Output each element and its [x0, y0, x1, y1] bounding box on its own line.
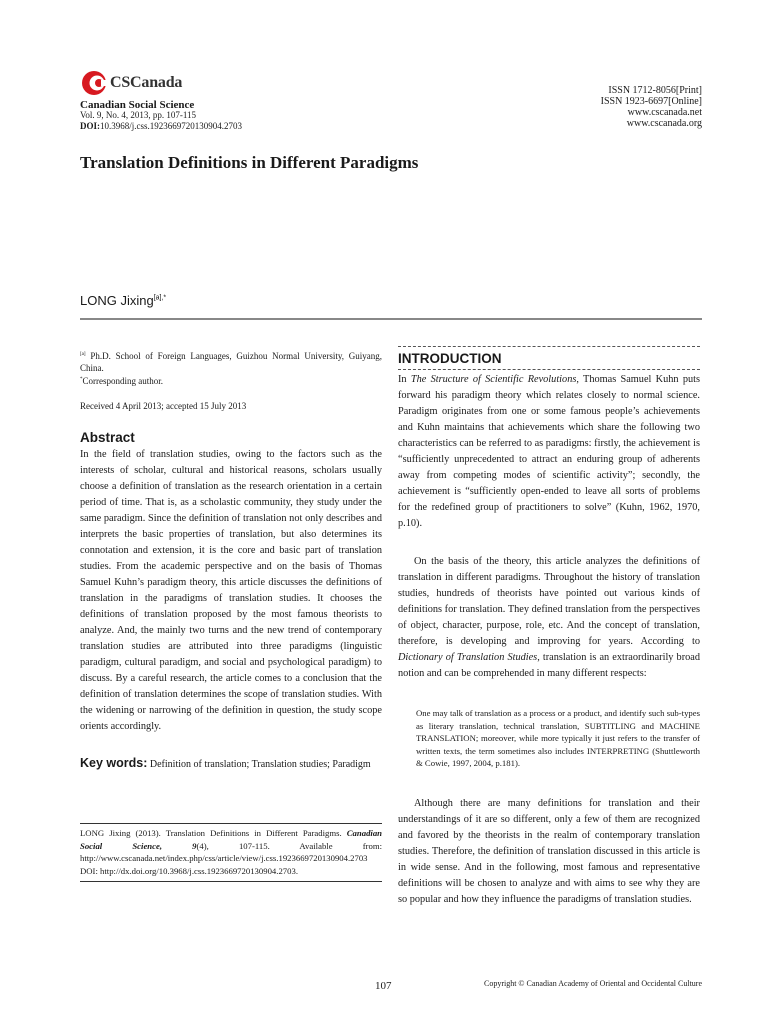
citation-pages-url[interactable]: (4), 107-115. Available from: http://www.cscanada.net/index.php/css/article/view/j.css.1923669720130904.2703	[80, 840, 382, 863]
citation-journal: Canadian Social Science, 9	[80, 828, 382, 851]
issn-block	[601, 85, 702, 129]
author-line	[80, 293, 166, 308]
intro-paragraph-3: Although there are many definitions for translation and their understandings of it are so different, only a few of them are recognized and favored by the theorists in the realm of contemporary translation studies. Therefore, the definition of translation discussed in this article is in wide sense. And in the following, most famous and representative definitions will be chosen to analyze and with aims to see why they are so popular and how they influence the paradigms of translation studies.	[398, 798, 700, 905]
copyright-line: Copyright © Canadian Academy of Oriental and Occidental Culture	[483, 979, 702, 988]
header-divider	[80, 318, 702, 320]
site-link-net[interactable]: www.cscanada.net	[627, 107, 702, 118]
corresponding-mark: *	[80, 377, 83, 382]
intro-rule-top	[398, 346, 700, 347]
intro-rule-bottom	[398, 369, 700, 370]
publisher-logo	[80, 68, 300, 100]
article-title: Translation Definitions in Different Paradigms	[80, 153, 419, 172]
page-number: 107	[375, 980, 392, 992]
citation-bottom-rule	[80, 881, 382, 882]
p1-rest: , Thomas Samuel Kuhn puts forward his paradigm theory which relates closely to normal science. Paradigm originates from one or some famous people’s achievements and Kuhn maintains that achievements which share the following two characteristics can be referred to as paradigms: firstly, the achievement is “sufficiently unprecedented to attract an enduring group of adherents away from competing modes of scientific activity”; secondly, the achievement is “sufficiently open-ended to leave all sorts of problems for the redefined group of practitioners to solve” (Kuhn, 1962, 1970, p.10).	[398, 374, 701, 529]
affiliation	[80, 349, 382, 387]
received-dates: Received 4 April 2013; accepted 15 July 2013	[80, 401, 247, 411]
keywords-text: Definition of translation; Translation studies; Paradigm	[149, 759, 371, 770]
citation-doi[interactable]: DOI: http://dx.doi.org/10.3968/j.css.1923669720130904.2703.	[80, 865, 298, 876]
doi-label: DOI:	[80, 121, 100, 131]
cscanada-logo-icon	[80, 68, 110, 98]
journal-name: Canadian Social Science	[80, 99, 195, 111]
journal-meta	[80, 110, 242, 132]
introduction-heading: INTRODUCTION	[398, 351, 502, 366]
citation-text: LONG Jixing (2013). Translation Definitions in Different Paradigms.	[80, 828, 347, 838]
affil-text: Ph.D. School of Foreign Languages, Guizhou Normal University, Guiyang, China.	[80, 351, 382, 373]
p1-start: In	[398, 374, 411, 385]
issn-online: ISSN 1923-6697[Online]	[600, 96, 702, 107]
intro-paragraph-2	[398, 554, 700, 682]
volume-info: Vol. 9, No. 4, 2013, pp. 107-115	[80, 110, 197, 120]
doi-value: 10.3968/j.css.1923669720130904.2703	[100, 121, 243, 131]
keywords-label: Key words:	[80, 756, 148, 770]
affil-sup: [a]	[80, 352, 86, 357]
site-link-org[interactable]: www.cscanada.org	[626, 118, 702, 129]
doi-line	[80, 121, 242, 132]
p2-dictionary-title: Dictionary of Translation Studies	[398, 652, 538, 663]
abstract-body: In the field of translation studies, owing to the factors such as the interests of scholar, cultural and historical reasons, scholars usually choose a definition of translation as the research orientation in a certain period of time. That is, as a scholastic community, they study under the same paradigm. Since the definition of translation not only describes and interprets the basic properties of translation, but also determines its connotation and extension, it is the core and basic part of translation studies. From the academic perspective and on the basis of Thomas Samuel Kuhn’s paradigm theory, this article discusses the definitions of translation in the paradigms of translation studies. It chooses the definitions of translation proposed by the most famous theorists to analyze. And, the mainly two turns and the new trend of contemporary translation studies are attributed into three paradigms (linguistic paradigm, cultural paradigm, and social and psychological paradigm) to discuss. By a careful research, the article comes to a conclusion that the definition of translation determines the scope of translation studies. With the widening or narrowing of the definition in question, the study scope orients accordingly.	[80, 449, 382, 732]
p2-start: On the basis of the theory, this article analyzes the definitions of translation in different paradigms. Throughout the history of translation studies, hundreds of theorists have pointed out various kinds of definitions for translation. They defined translation from the perspectives of object, character, purpose, role, etc. And the concept of translation, therefore, is developing and improving for years. According to	[398, 556, 700, 647]
p1-book-title: The Structure of Scientific Revolutions	[410, 374, 577, 385]
citation-top-rule	[80, 823, 382, 824]
p2-rest: , translation is an extraordinarily broad notion and can be comprehended in many different respects:	[398, 652, 701, 679]
corresponding-text: Corresponding author.	[82, 376, 163, 386]
issn-print: ISSN 1712-8056[Print]	[608, 85, 702, 96]
author-sup: [a],*	[153, 294, 167, 302]
intro-paragraph-1	[398, 372, 700, 532]
abstract-heading: Abstract	[80, 430, 135, 445]
block-quote: One may talk of translation as a process or a product, and identify such sub-types as literary translation, technical translation, SUBTITLING and MACHINE TRANSLATION; moreover, while more typically it just refers to the transfer of written texts, the term sometimes also includes INTERPRETING (Shuttleworth & Cowie, 1997, 2004, p.181).	[416, 708, 700, 768]
author-name: LONG Jixing	[80, 293, 154, 308]
brand-name: CSCanada	[110, 74, 183, 91]
keywords	[80, 756, 382, 772]
citation-block	[80, 827, 382, 877]
